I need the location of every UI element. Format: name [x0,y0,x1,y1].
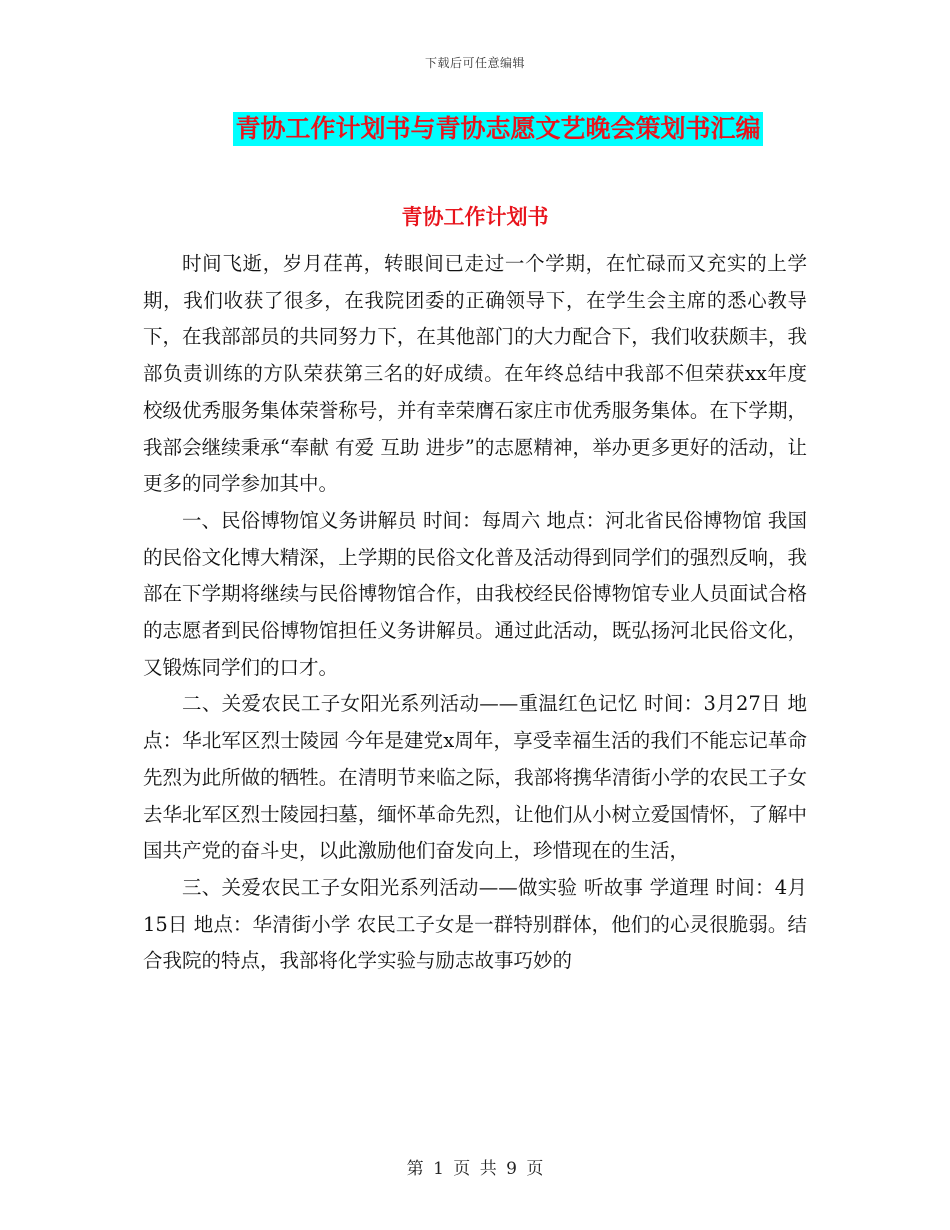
page-header-note: 下载后可任意编辑 [424,56,525,70]
paragraph-item-1: 一、民俗博物馆义务讲解员 时间：每周六 地点：河北省民俗博物馆 我国的民俗文化博大精深，上学期的民俗文化普及活动得到同学们的强烈反响，我部在下学期将继续与民俗博物馆合作，由我校经民俗博物馆专业人员面试合格的志愿者到民俗博物馆担任义务讲解员。通过此活动，既弘扬河北民俗文化，又锻炼同学们的口才。 [143,508,807,679]
paragraph-intro: 时间飞逝，岁月荏苒，转眼间已走过一个学期，在忙碌而又充实的上学期，我们收获了很多，在我院团委的正确领导下，在学生会主席的悉心教导下，在我部部员的共同努力下，在其他部门的大力配合下，我们收获颇丰，我部负责训练的方队荣获第三名的好成绩。在年终总结中我部不但荣获xx年度校级优秀服务集体荣誉称号，并有幸荣膺石家庄市优秀服务集体。在下学期，我部会继续秉承“奉献 有爱 互助 进步”的志愿精神，举办更多更好的活动，让更多的同学参加其中。 [143,252,807,496]
paragraph-item-3: 三、关爱农民工子女阳光系列活动——做实验 听故事 学道理 时间：4月15日 地点：华清街小学 农民工子女是一群特别群体，他们的心灵很脆弱。结合我院的特点，我部将化学实验与励志故事巧妙的 [143,875,807,973]
page-footer: 第 1 页 共 9 页 [406,1159,544,1179]
document-body [143,246,807,980]
paragraph-item-2: 二、关爱农民工子女阳光系列活动——重温红色记忆 时间：3月27日 地点：华北军区烈士陵园 今年是建党x周年，享受幸福生活的我们不能忘记革命先烈为此所做的牺牲。在清明节来临之际，我部将携华清街小学的农民工子女去华北军区烈士陵园扫墓，缅怀革命先烈，让他们从小树立爱国情怀，了解中国共产党的奋斗史，以此激励他们奋发向上，珍惜现在的生活， [143,692,807,863]
section-title: 青协工作计划书 [401,205,549,229]
main-title-container [0,112,950,146]
main-title: 青协工作计划书与青协志愿文艺晚会策划书汇编 [233,112,762,146]
